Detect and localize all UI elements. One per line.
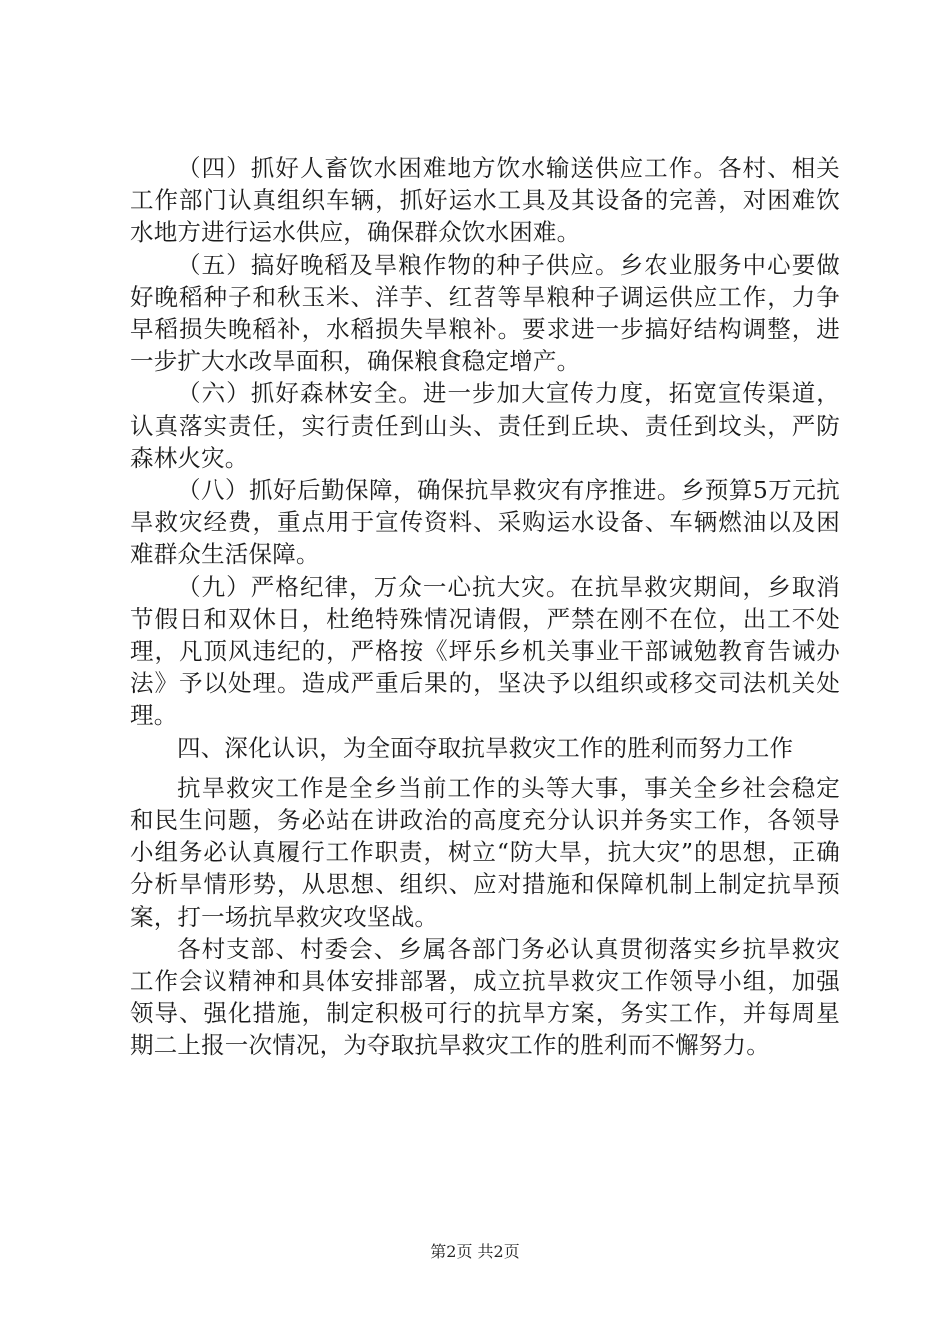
paragraph-item-8: （八）抓好后勤保障，确保抗旱救灾有序推进。乡预算5万元抗旱救灾经费，重点用于宣传资料、采购运水设备、车辆燃油以及困难群众生活保障。 xyxy=(130,476,840,569)
closing-paragraph-2: 各村支部、村委会、乡属各部门务必认真贯彻落实乡抗旱救灾工作会议精神和具体安排部署，成立抗旱救灾工作领导小组，加强领导、强化措施，制定积极可行的抗旱方案，务实工作，并每周星期二上报一次情况，为夺取抗旱救灾工作的胜利而不懈努力。 xyxy=(130,934,840,1060)
paragraph-item-4: （四）抓好人畜饮水困难地方饮水输送供应工作。各村、相关工作部门认真组织车辆，抓好运水工具及其设备的完善，对困难饮水地方进行运水供应，确保群众饮水困难。 xyxy=(130,154,840,247)
paragraph-item-6: （六）抓好森林安全。进一步加大宣传力度，拓宽宣传渠道，认真落实责任，实行责任到山头、责任到丘块、责任到坟头，严防森林火灾。 xyxy=(130,379,840,472)
document-body xyxy=(130,152,840,1062)
page-number-footer: 第2页 共2页 xyxy=(430,1242,520,1261)
closing-paragraph-1: 抗旱救灾工作是全乡当前工作的头等大事，事关全乡社会稳定和民生问题，务必站在讲政治的高度充分认识并务实工作，各领导小组务必认真履行工作职责，树立“防大旱，抗大灾”的思想，正确分析旱情形势，从思想、组织、应对措施和保障机制上制定抗旱预案，打一场抗旱救灾攻坚战。 xyxy=(130,773,840,931)
paragraph-item-9: （九）严格纪律，万众一心抗大灾。在抗旱救灾期间，乡取消节假日和双休日，杜绝特殊情况请假，严禁在刚不在位，出工不处理，凡顶风违纪的，严格按《坪乐乡机关事业干部诫勉教育告诫办法》予以处理。造成严重后果的，坚决予以组织或移交司法机关处理。 xyxy=(130,572,840,730)
section-heading-4: 四、深化认识，为全面夺取抗旱救灾工作的胜利而努力工作 xyxy=(177,733,794,762)
paragraph-item-5: （五）搞好晚稻及旱粮作物的种子供应。乡农业服务中心要做好晚稻种子和秋玉米、洋芋、红苕等旱粮种子调运供应工作，力争早稻损失晚稻补，水稻损失旱粮补。要求进一步搞好结构调整，进一步扩大水改旱面积，确保粮食稳定增产。 xyxy=(130,250,840,376)
